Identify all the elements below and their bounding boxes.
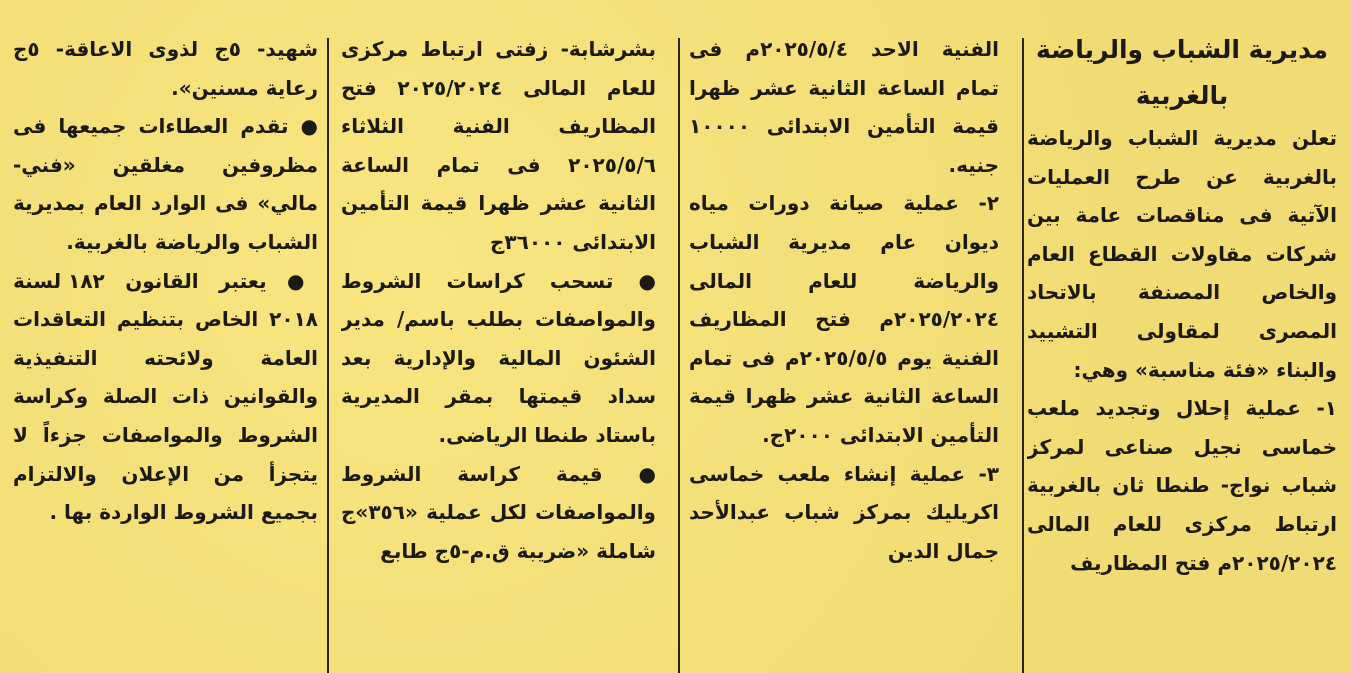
item-1-text: ١- عملية إحلال وتجديد ملعب خماسى نجيل صناعى لمركز شباب نواج- طنطا ثان بالغربية ارتباط مركزى للعام المالى ٢٠٢٥/٢٠٢٤م فتح المظاريف	[1027, 396, 1337, 575]
column-3	[341, 30, 656, 570]
column-4	[13, 30, 318, 532]
bullet-booklet-price: ● قيمة كراسة الشروط والمواصفات لكل عملية «٣٥٦»ج شاملة «ضريبة ق.م-٥ج طابع	[341, 461, 656, 563]
column-divider	[678, 38, 680, 673]
bullet-booklet-price-continued: شهيد- ٥ج لذوى الاعاقة- ٥ج رعاية مسنين».	[13, 37, 318, 100]
column-1	[1027, 27, 1337, 582]
item-1-continued: الفنية الاحد ٢٠٢٥/٥/٤م فى تمام الساعة الثانية عشر ظهرا قيمة التأمين الابتدائى ١٠٠٠٠ جنيه.	[689, 37, 999, 177]
item-2-text: ٢- عملية صيانة دورات مياه ديوان عام مديرية الشباب والرياضة للعام المالى ٢٠٢٥/٢٠٢٤م فتح المظاريف الفنية يوم ٢٠٢٥/٥/٥م فى تمام الساعة الثانية عشر ظهرا قيمة التأمين الابتدائى ٢٠٠٠ج.	[689, 191, 999, 447]
item-3-text: ٣- عملية إنشاء ملعب خماسى اكريليك بمركز شباب عبدالأحد جمال الدين	[689, 461, 999, 563]
bullet-bids-submission: ● تقدم العطاءات جميعها فى مظروفين مغلقين «فني- مالي» فى الوارد العام بمديرية الشباب والرياضة بالغربية.	[13, 114, 318, 254]
bullet-law-reference: ● يعتبر القانون ١٨٢ لسنة ٢٠١٨ الخاص بتنظيم التعاقدات العامة ولائحته التنفيذية والقوانين ذات الصلة وكراسة الشروط والمواصفات جزءاً لا يتجزأ من الإعلان والالتزام بجميع الشروط الواردة بها .	[13, 268, 318, 525]
announcement-title: مديرية الشباب والرياضة بالغربية	[1035, 35, 1329, 110]
announcement-intro: تعلن مديرية الشباب والرياضة بالغربية عن طرح العمليات الآتية فى مناقصات عامة بين شركات مقاولات القطاع العام والخاص المصنفة بالاتحاد المصرى لمقاولى التشييد والبناء «فئة مناسبة» وهي:	[1027, 126, 1337, 382]
column-divider	[327, 38, 329, 673]
column-2	[689, 30, 999, 570]
column-divider	[1022, 38, 1024, 673]
item-3-continued: بشرشابة- زفتى ارتباط مركزى للعام المالى ٢٠٢٥/٢٠٢٤ فتح المظاريف الفنية الثلاثاء ٢٠٢٥/٥/٦ فى تمام الساعة الثانية عشر ظهرا قيمة التأمين الابتدائى ٣٦٠٠٠ج	[341, 37, 656, 254]
bullet-booklets: ● تسحب كراسات الشروط والمواصفات بطلب باسم/ مدير الشئون المالية والإدارية بعد سداد قيمتها بمقر المديرية باستاد طنطا الرياضى.	[341, 268, 656, 447]
